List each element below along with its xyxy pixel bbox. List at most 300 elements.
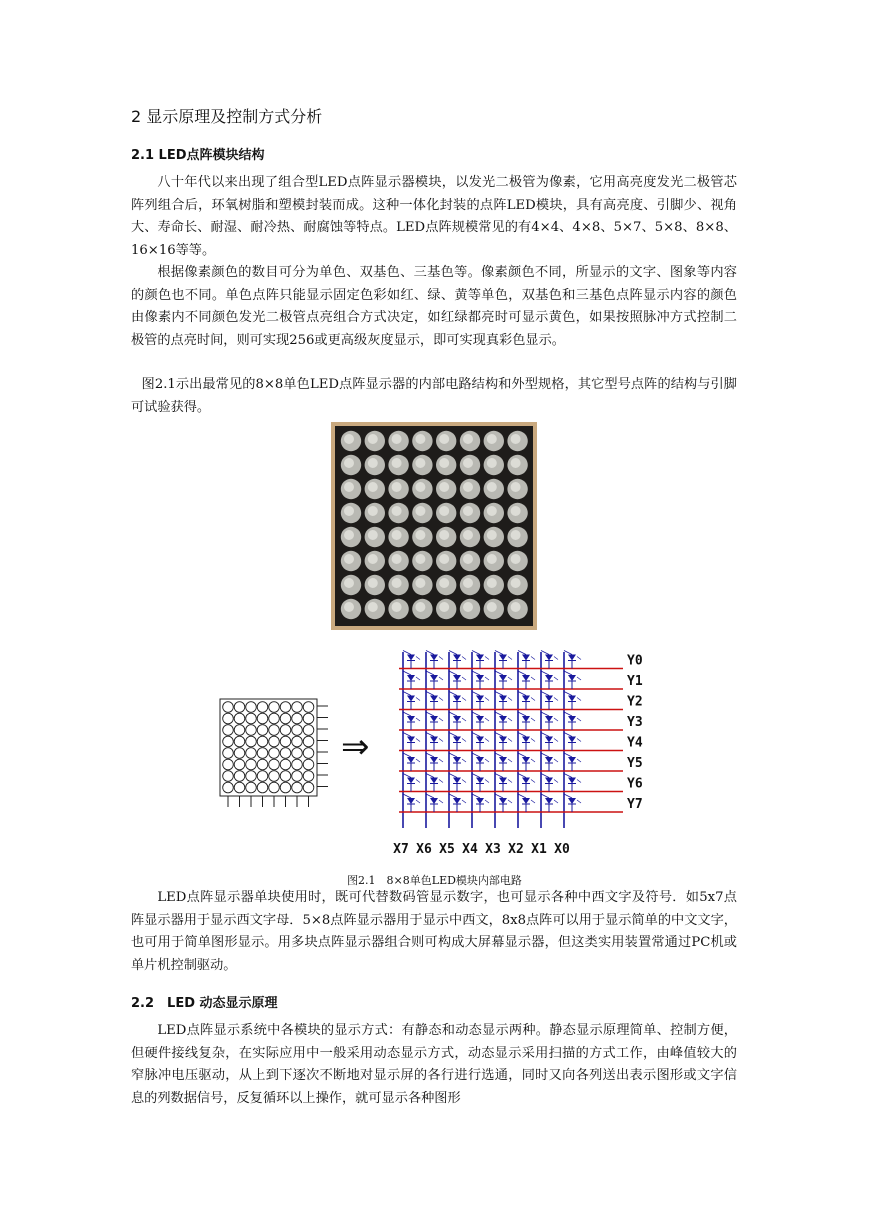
package-led [303,782,314,793]
diode-symbol [545,696,553,702]
led-dot-highlight [344,458,354,468]
diode-lead [495,712,503,716]
diode-lead [472,651,480,655]
led-dot-highlight [392,602,402,612]
led-dot-highlight [463,530,473,540]
diode-symbol [568,696,576,702]
led-dot-highlight [415,530,425,540]
light-ray [531,718,535,721]
led-dot-highlight [511,530,521,540]
figure-caption: 图2.1 8×8单色LED模块内部电路 [347,874,522,887]
package-led [269,782,280,793]
light-ray [577,698,581,701]
led-dot-highlight [368,530,378,540]
column-label: X7 [393,842,409,857]
package-led [280,771,291,782]
diode-lead [449,794,457,798]
diode-lead [495,774,503,778]
diode-symbol [545,737,553,743]
package-led [269,748,280,759]
light-ray [577,677,581,680]
column-label: X3 [485,842,501,857]
diode-lead [518,794,526,798]
led-matrix-photo [331,422,537,630]
led-dot-highlight [392,434,402,444]
light-ray [462,800,466,803]
light-ray [531,780,535,783]
diode-lead [472,794,480,798]
light-ray [577,657,581,660]
led-dot-highlight [392,506,402,516]
subsection-title-2-2: 2.2 LED 动态显示原理 [131,996,278,1011]
diode-lead [449,733,457,737]
led-dot-highlight [439,578,449,588]
led-dot-highlight [368,458,378,468]
package-led [257,736,268,747]
diode-lead [449,712,457,716]
led-dot-highlight [392,458,402,468]
package-led [292,782,303,793]
diode-symbol [476,716,484,722]
package-led [280,702,291,713]
led-dot-highlight [439,506,449,516]
package-led [303,759,314,770]
paragraph-dynamic-display: LED点阵显示系统中各模块的显示方式：有静态和动态显示两种。静态显示原理简单、控制方便，但硬件接线复杂，在实际应用中一般采用动态显示方式，动态显示采用扫描的方式工作，由峰值较大的窄脉冲电压驱动，从上到下逐次不断地对显示屏的各行进行选通，同时又向各列送出表示图形或文字信息的列数据信号，反复循环以上操作，就可显示各种图形 [131,1023,737,1106]
package-led [223,748,234,759]
section-title: 2 显示原理及控制方式分析 [131,107,323,126]
diode-symbol [476,778,484,784]
light-ray [485,718,489,721]
package-led [234,713,245,724]
package-led [292,736,303,747]
package-led [234,702,245,713]
led-dot-highlight [368,578,378,588]
package-led [280,725,291,736]
paragraph-usage: LED点阵显示器单块使用时，既可代替数码管显示数字，也可显示各种中西文字及符号．如5x7点阵显示器用于显示西文字母．5×8点阵显示器用于显示中西文，8x8点阵可以用于显示简单的中文文字，也可用于简单图形显示。用多块点阵显示器组合则可构成大屏幕显示器，但这类实用装置常通过PC机或单片机控制驱动。 [131,890,737,973]
led-dot-highlight [487,554,497,564]
light-ray [439,657,443,660]
led-dot-highlight [415,506,425,516]
diode-symbol [453,757,461,763]
diode-lead [518,774,526,778]
package-led [292,713,303,724]
led-dot-highlight [487,602,497,612]
diode-symbol [476,655,484,661]
light-ray [462,698,466,701]
led-dot-highlight [511,506,521,516]
led-dot-highlight [487,578,497,588]
package-led [246,713,257,724]
led-dot-highlight [368,506,378,516]
diode-lead [564,774,572,778]
diode-lead [426,733,434,737]
diode-symbol [430,716,438,722]
light-ray [508,759,512,762]
diode-symbol [499,675,507,681]
diode-lead [426,671,434,675]
diode-lead [403,794,411,798]
light-ray [439,800,443,803]
diode-symbol [407,675,415,681]
diode-symbol [499,798,507,804]
diode-symbol [522,655,530,661]
diode-lead [564,651,572,655]
package-led [234,782,245,793]
diode-lead [495,692,503,696]
led-dot-highlight [392,530,402,540]
package-led [269,759,280,770]
diode-lead [541,774,549,778]
led-dot-highlight [487,458,497,468]
row-label: Y0 [627,653,643,669]
light-ray [485,800,489,803]
led-dot-highlight [415,554,425,564]
diode-symbol [568,655,576,661]
package-led [269,713,280,724]
paragraph-intro: 八十年代以来出现了组合型LED点阵显示器模块，以发光二极管为像素，它用高亮度发光二极管芯阵列组合后，环氧树脂和塑模封装而成。这种一体化封装的点阵LED模块，具有高亮度、引脚少、视角大、寿命长、耐湿、耐冷热、耐腐蚀等特点。LED点阵规模常见的有4×4、4×8、5×7、5×8、8×8、16×16等等。 [131,175,737,258]
diode-symbol [545,675,553,681]
light-ray [508,780,512,783]
light-ray [531,739,535,742]
led-dot-highlight [415,434,425,444]
diode-lead [449,651,457,655]
row-label: Y5 [627,756,643,771]
package-led [292,725,303,736]
diode-symbol [499,778,507,784]
light-ray [577,739,581,742]
package-led [303,725,314,736]
package-led [303,702,314,713]
led-dot-highlight [439,482,449,492]
led-dot-highlight [344,554,354,564]
light-ray [508,739,512,742]
light-ray [508,718,512,721]
diode-lead [449,671,457,675]
diode-symbol [522,798,530,804]
light-ray [439,718,443,721]
package-led [234,759,245,770]
diode-symbol [407,737,415,743]
diode-symbol [407,798,415,804]
light-ray [485,677,489,680]
light-ray [508,657,512,660]
diode-symbol [568,778,576,784]
diode-symbol [430,798,438,804]
diode-lead [518,753,526,757]
diode-lead [472,753,480,757]
diode-symbol [453,655,461,661]
diode-lead [472,774,480,778]
light-ray [577,800,581,803]
diode-lead [541,794,549,798]
column-label: X4 [462,842,478,857]
package-led [257,759,268,770]
diode-symbol [407,655,415,661]
led-dot-highlight [463,602,473,612]
light-ray [554,718,558,721]
diode-lead [449,753,457,757]
diode-lead [426,774,434,778]
package-led [246,736,257,747]
light-ray [462,759,466,762]
diode-lead [403,733,411,737]
led-dot-highlight [439,530,449,540]
package-led [246,759,257,770]
diode-symbol [568,716,576,722]
diode-symbol [430,696,438,702]
package-led [223,702,234,713]
diode-symbol [407,778,415,784]
light-ray [531,698,535,701]
light-ray [554,739,558,742]
led-dot-highlight [463,578,473,588]
led-dot-highlight [344,482,354,492]
led-dot-highlight [439,602,449,612]
led-dot-highlight [487,434,497,444]
light-ray [439,677,443,680]
diode-lead [472,733,480,737]
package-led [303,748,314,759]
diode-lead [495,794,503,798]
package-led [257,771,268,782]
diode-symbol [476,798,484,804]
diode-lead [449,692,457,696]
light-ray [577,780,581,783]
package-led [223,771,234,782]
led-dot-highlight [487,482,497,492]
package-outline-diagram [220,699,328,807]
led-dot-highlight [463,506,473,516]
diode-symbol [522,778,530,784]
light-ray [577,759,581,762]
led-dot-highlight [463,458,473,468]
diode-symbol [499,655,507,661]
diode-lead [495,753,503,757]
diode-symbol [430,737,438,743]
package-led [280,759,291,770]
diode-symbol [545,757,553,763]
diode-lead [403,712,411,716]
package-led [292,759,303,770]
led-dot-highlight [344,434,354,444]
diode-symbol [476,757,484,763]
diode-lead [541,753,549,757]
package-led [257,725,268,736]
package-led [280,713,291,724]
package-led [246,782,257,793]
diode-symbol [522,675,530,681]
diode-symbol [499,696,507,702]
led-dot-highlight [511,602,521,612]
package-led [303,771,314,782]
led-dot-highlight [344,602,354,612]
light-ray [531,657,535,660]
arrow-icon: ⇒ [341,727,370,767]
diode-lead [541,651,549,655]
row-label: Y6 [627,776,643,792]
led-dot-highlight [392,482,402,492]
light-ray [462,739,466,742]
diode-lead [495,733,503,737]
led-dot-highlight [463,554,473,564]
light-ray [485,657,489,660]
diode-symbol [522,737,530,743]
diode-lead [518,671,526,675]
diode-symbol [430,675,438,681]
row-label: Y1 [627,674,643,689]
diode-lead [495,651,503,655]
diode-lead [426,794,434,798]
light-ray [508,698,512,701]
row-label: Y2 [627,694,643,710]
diode-symbol [522,757,530,763]
light-ray [554,780,558,783]
led-dot-highlight [511,554,521,564]
led-dot-highlight [415,578,425,588]
light-ray [485,698,489,701]
package-led [257,782,268,793]
diode-symbol [476,675,484,681]
led-dot-highlight [415,458,425,468]
diode-symbol [545,716,553,722]
diode-lead [426,712,434,716]
diode-symbol [499,757,507,763]
light-ray [462,718,466,721]
light-ray [531,800,535,803]
diode-symbol [568,757,576,763]
diode-lead [403,671,411,675]
diode-lead [564,753,572,757]
light-ray [554,657,558,660]
light-ray [485,759,489,762]
row-label: Y4 [627,735,643,751]
package-led [257,702,268,713]
package-led [234,771,245,782]
column-label: X0 [554,842,570,857]
subsection-title-2-1: 2.1 LED点阵模块结构 [131,148,265,163]
package-led [246,725,257,736]
diode-lead [403,774,411,778]
diode-lead [564,692,572,696]
diode-lead [518,712,526,716]
diode-lead [518,651,526,655]
light-ray [531,677,535,680]
row-label: Y3 [627,715,643,730]
led-dot-highlight [392,578,402,588]
diode-lead [564,671,572,675]
led-dot-highlight [368,434,378,444]
package-outline [220,699,317,796]
light-ray [554,698,558,701]
light-ray [462,677,466,680]
package-led [223,759,234,770]
led-dot-highlight [511,482,521,492]
diode-symbol [453,778,461,784]
led-dot-highlight [463,482,473,492]
diode-lead [518,733,526,737]
diode-symbol [545,778,553,784]
light-ray [554,677,558,680]
light-ray [416,698,420,701]
led-dot-highlight [344,506,354,516]
row-label: Y7 [627,797,643,812]
light-ray [416,759,420,762]
diode-lead [564,712,572,716]
diode-symbol [499,737,507,743]
diode-symbol [499,716,507,722]
diode-symbol [476,737,484,743]
diode-lead [403,651,411,655]
led-dot-highlight [439,554,449,564]
diode-symbol [545,798,553,804]
paragraph-colors: 根据像素颜色的数目可分为单色、双基色、三基色等。像素颜色不同，所显示的文字、图象等内容的颜色也不同。单色点阵只能显示固定色彩如红、绿、黄等单色，双基色和三基色点阵显示内容的颜色由像素内不同颜色发光二极管点亮组合方式决定，如红绿都亮时可显示黄色，如果按照脉冲方式控制二极管的点亮时间，则可实现256或更高级灰度显示，即可实现真彩色显示。 [131,265,737,348]
package-led [257,713,268,724]
light-ray [416,780,420,783]
package-led [303,736,314,747]
led-dot-highlight [392,554,402,564]
diode-lead [426,753,434,757]
package-led [269,725,280,736]
light-ray [577,718,581,721]
led-dot-highlight [439,434,449,444]
led-dot-highlight [415,482,425,492]
diode-symbol [522,716,530,722]
diode-lead [403,692,411,696]
light-ray [485,780,489,783]
package-led [269,736,280,747]
diode-lead [426,651,434,655]
led-dot-highlight [439,458,449,468]
diode-lead [518,692,526,696]
diode-lead [495,671,503,675]
light-ray [508,800,512,803]
diode-symbol [407,696,415,702]
diode-symbol [568,737,576,743]
diode-lead [564,794,572,798]
diode-symbol [522,696,530,702]
led-dot-highlight [368,554,378,564]
package-led [292,702,303,713]
diode-lead [564,733,572,737]
package-led [269,702,280,713]
column-label: X6 [416,842,432,857]
package-led [292,771,303,782]
diode-lead [541,671,549,675]
led-dot-highlight [368,602,378,612]
diode-symbol [430,778,438,784]
package-led [234,736,245,747]
package-led [246,748,257,759]
column-label: X2 [508,842,524,857]
package-led [234,725,245,736]
light-ray [508,677,512,680]
led-matrix-circuit-diagram [215,648,643,860]
package-led [292,748,303,759]
package-led [257,748,268,759]
led-dot-highlight [487,506,497,516]
diode-symbol [430,655,438,661]
diode-symbol [453,675,461,681]
package-led [223,782,234,793]
led-dot-highlight [511,458,521,468]
package-led [269,771,280,782]
led-dot-highlight [511,434,521,444]
led-dot-highlight [415,602,425,612]
diode-lead [472,671,480,675]
package-led [223,725,234,736]
light-ray [439,739,443,742]
light-ray [462,780,466,783]
